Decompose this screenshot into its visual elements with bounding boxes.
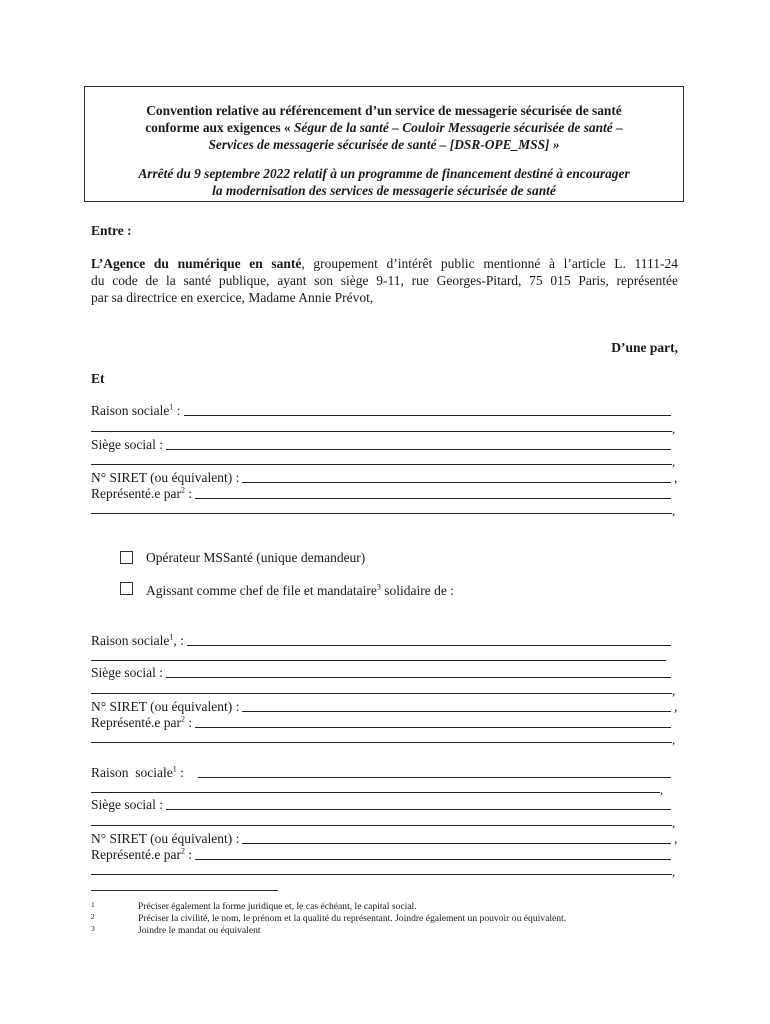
siege-social-field-1[interactable]: Siège social : <box>91 436 678 453</box>
et-heading: Et <box>91 371 105 386</box>
represente-cont-1[interactable]: , <box>91 503 678 517</box>
raison-sociale-field-2[interactable]: Raison sociale$^1$, : <box>91 632 678 649</box>
siret-field-3[interactable]: N° SIRET (ou équivalent) : , <box>91 831 678 846</box>
entre-heading: Entre : <box>91 223 132 238</box>
operateur-label: Opérateur MSSanté (unique demandeur) <box>146 550 366 565</box>
convention-title: Convention relative au référencement d’un service de messagerie sécurisée de santé conforme aux exigences « Ségur de la santé – Couloir Messagerie sécurisée de santé – Services de messagerie sécurisée de santé – [DSR-OPE_MSS] » <box>145 103 623 152</box>
agissant-label: Agissant comme chef de file et mandataire$^3$ solidaire de : <box>146 582 455 598</box>
agissant-checkbox[interactable] <box>120 582 133 595</box>
siege-social-cont-1[interactable]: , <box>91 454 678 468</box>
raison-sociale-field-1[interactable]: Raison sociale$^1$ : <box>91 402 678 419</box>
raison-sociale-cont-2[interactable] <box>91 650 666 664</box>
siret-field-2[interactable]: N° SIRET (ou équivalent) : , <box>91 699 678 714</box>
footnote-separator <box>91 890 278 891</box>
arrete-title: Arrêté du 9 septembre 2022 relatif à un programme de financement destiné à encourager la modernisation des services de messagerie sécurisée de santé <box>138 166 630 198</box>
represente-cont-2[interactable]: , <box>91 732 678 746</box>
dune-part: D’une part, <box>611 340 678 355</box>
operateur-checkbox[interactable] <box>120 551 133 564</box>
siret-field-1[interactable]: N° SIRET (ou équivalent) : , <box>91 470 678 485</box>
represente-field-2[interactable]: Représenté.e par$^2$ : <box>91 714 678 731</box>
siege-social-cont-3[interactable]: , <box>91 815 678 829</box>
siege-social-field-3[interactable]: Siège social : <box>91 796 678 813</box>
title-box <box>84 86 684 202</box>
raison-sociale-cont-3[interactable]: , <box>91 782 666 796</box>
represente-field-1[interactable]: Représenté.e par$^2$ : <box>91 485 678 502</box>
raison-sociale-field-3[interactable]: Raison sociale$^1$ : <box>91 764 678 781</box>
represente-field-3[interactable]: Représenté.e par$^2$ : <box>91 846 678 863</box>
siege-social-field-2[interactable]: Siège social : <box>91 664 678 681</box>
represente-cont-3[interactable]: , <box>91 864 678 878</box>
raison-sociale-cont-1[interactable]: , <box>91 421 678 435</box>
siege-social-cont-2[interactable]: , <box>91 683 678 697</box>
agency-paragraph: L’Agence du numérique en santé, groupement d’intérêt public mentionné à l’article L. 1111-24 du code de la santé publique, ayant son siège 9-11, rue Georges-Pitard, 75 015 Paris, représentée par sa directrice en exercice, Madame Annie Prévot, <box>91 256 679 305</box>
